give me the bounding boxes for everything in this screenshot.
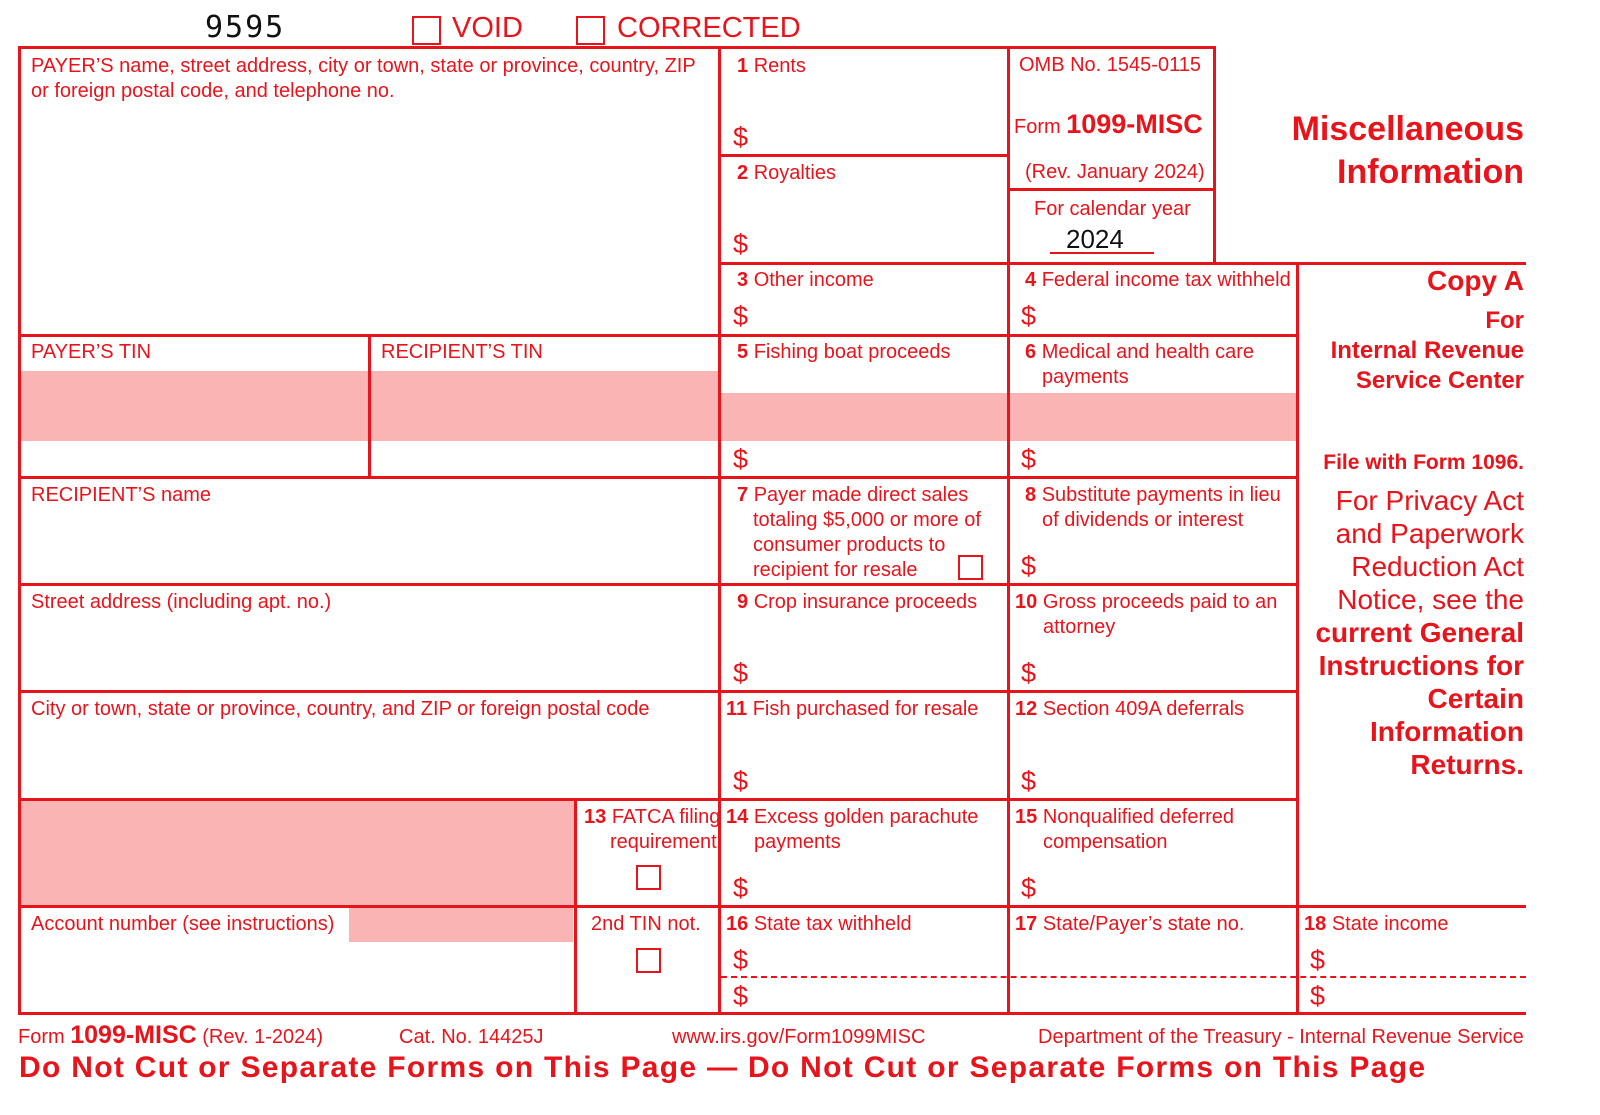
box3-label: 3 Other income <box>737 269 874 291</box>
box12-input[interactable] <box>1046 755 1292 795</box>
box4-label: 4 Federal income tax withheld <box>1025 269 1291 291</box>
void-checkbox[interactable] <box>412 16 441 45</box>
box15-dollar: $ <box>1021 873 1037 903</box>
footer-form-name: Form 1099-MISC (Rev. 1-2024) <box>18 1021 324 1049</box>
privacy-line-3: Reduction Act <box>1351 551 1524 582</box>
box16-dollar-1: $ <box>733 945 749 975</box>
box13-label-2: requirement <box>610 831 717 853</box>
copy-a-label: Copy A <box>1427 265 1524 296</box>
box8-input[interactable] <box>1046 540 1292 580</box>
privacy-line-2: and Paperwork <box>1335 518 1524 549</box>
fatca-shading <box>20 800 575 906</box>
box1-input[interactable] <box>758 110 1003 150</box>
box2-input[interactable] <box>758 217 1003 257</box>
box10-label: 10 Gross proceeds paid to an <box>1015 591 1278 613</box>
city-label: City or town, state or province, country, and ZIP or foreign postal code <box>31 698 650 720</box>
second-tin-checkbox[interactable] <box>636 948 661 973</box>
box15-label-2: compensation <box>1043 831 1168 853</box>
box8-label-2: of dividends or interest <box>1042 509 1244 531</box>
account-number-input[interactable] <box>22 944 572 1010</box>
payer-info-label-1: PAYER’S name, street address, city or town, state or province, country, ZIP <box>31 55 696 77</box>
box6-input[interactable] <box>1046 441 1292 474</box>
calendar-year-value[interactable]: 2024 <box>1066 224 1124 254</box>
street-address-input[interactable] <box>22 617 716 687</box>
box5-input[interactable] <box>758 441 1003 474</box>
sidebar-for: For <box>1485 307 1524 334</box>
omb-number: OMB No. 1545-0115 <box>1019 54 1201 76</box>
box11-input[interactable] <box>758 755 1003 795</box>
box7-label: 7 Payer made direct sales <box>737 484 969 506</box>
box14-dollar: $ <box>733 873 749 903</box>
box10-dollar: $ <box>1021 658 1037 688</box>
box9-label: 9 Crop insurance proceeds <box>737 591 978 613</box>
box6-label-2: payments <box>1042 366 1129 388</box>
box6-label: 6 Medical and health care <box>1025 341 1255 363</box>
box4-input[interactable] <box>1046 294 1292 332</box>
payer-info-label-2: or foreign postal code, and telephone no. <box>31 80 395 102</box>
box11-label: 11 Fish purchased for resale <box>726 698 979 720</box>
street-address-label: Street address (including apt. no.) <box>31 591 332 613</box>
second-tin-label: 2nd TIN not. <box>591 913 701 935</box>
privacy-line-8: Information <box>1370 716 1524 747</box>
box3-input[interactable] <box>758 294 1003 332</box>
box18-dollar-1: $ <box>1310 945 1326 975</box>
footer-warning: Do Not Cut or Separate Forms on This Page — Do Not Cut or Separate Forms on This Page <box>19 1051 1427 1084</box>
calendar-year-label: For calendar year <box>1034 198 1191 220</box>
box1-label: 1 Rents <box>737 55 806 77</box>
box16-input-1[interactable] <box>758 940 1003 974</box>
box1-dollar: $ <box>733 122 749 152</box>
payer-tin-input[interactable] <box>22 371 366 474</box>
recipient-tin-label: RECIPIENT’S TIN <box>381 341 543 363</box>
corrected-checkbox[interactable] <box>576 16 605 45</box>
box16-input-2[interactable] <box>758 979 1003 1011</box>
payer-info-field[interactable] <box>22 105 716 332</box>
privacy-line-7: Certain <box>1427 683 1524 714</box>
box16-dollar-2: $ <box>733 981 749 1011</box>
box17-label: 17 State/Payer’s state no. <box>1015 913 1245 935</box>
form-code: 9595 <box>205 10 286 45</box>
footer-cat-no: Cat. No. 14425J <box>399 1026 544 1048</box>
box5-label: 5 Fishing boat proceeds <box>737 341 951 363</box>
box14-label: 14 Excess golden parachute <box>726 806 979 828</box>
box2-label: 2 Royalties <box>737 162 836 184</box>
privacy-line-6: Instructions for <box>1318 650 1524 681</box>
account-shading <box>349 907 573 942</box>
payer-tin-label: PAYER’S TIN <box>31 341 152 363</box>
sidebar-file-with: File with Form 1096. <box>1323 451 1524 474</box>
sidebar-irs-2: Service Center <box>1355 367 1524 394</box>
box7-label-2: totaling $5,000 or more of <box>753 509 981 531</box>
recipient-tin-input[interactable] <box>372 371 716 474</box>
box18-input-1[interactable] <box>1334 940 1524 974</box>
box12-label: 12 Section 409A deferrals <box>1015 698 1245 720</box>
box4-dollar: $ <box>1021 301 1037 331</box>
box18-label: 18 State income <box>1304 913 1449 935</box>
box8-dollar: $ <box>1021 551 1037 581</box>
box15-input[interactable] <box>1046 862 1292 902</box>
box10-label-2: attorney <box>1043 616 1116 638</box>
corrected-label: CORRECTED <box>617 12 801 44</box>
form-name-label: Form 1099-MISC <box>1014 109 1203 139</box>
box5-dollar: $ <box>733 444 749 474</box>
privacy-line-4: Notice, see the <box>1337 584 1524 615</box>
box7-label-3: consumer products to <box>753 534 946 556</box>
box10-input[interactable] <box>1046 648 1292 688</box>
form-title-2: Information <box>1337 153 1524 191</box>
privacy-line-9: Returns. <box>1410 749 1524 780</box>
box18-input-2[interactable] <box>1334 979 1524 1011</box>
city-input[interactable] <box>22 724 716 794</box>
box15-label: 15 Nonqualified deferred <box>1015 806 1235 828</box>
recipient-name-label: RECIPIENT’S name <box>31 484 212 506</box>
footer-department: Department of the Treasury - Internal Revenue Service <box>1038 1026 1524 1048</box>
recipient-name-input[interactable] <box>22 510 716 580</box>
box18-dollar-2: $ <box>1310 981 1326 1011</box>
box9-input[interactable] <box>758 648 1003 688</box>
box12-dollar: $ <box>1021 766 1037 796</box>
box17-input-2[interactable] <box>1012 979 1294 1011</box>
box14-label-2: payments <box>754 831 841 853</box>
void-label: VOID <box>452 12 523 44</box>
sidebar-irs-1: Internal Revenue <box>1330 337 1524 364</box>
box9-dollar: $ <box>733 658 749 688</box>
box7-checkbox[interactable] <box>958 555 983 580</box>
account-number-label: Account number (see instructions) <box>31 913 335 935</box>
box16-label: 16 State tax withheld <box>726 913 912 935</box>
fatca-checkbox[interactable] <box>636 865 661 890</box>
box14-input[interactable] <box>758 862 1003 902</box>
box17-input-1[interactable] <box>1012 940 1294 974</box>
form-title-1: Miscellaneous <box>1291 110 1524 148</box>
form-revision: (Rev. January 2024) <box>1025 161 1205 183</box>
privacy-line-5: current General <box>1315 617 1524 648</box>
box2-dollar: $ <box>733 229 749 259</box>
box13-label: 13 FATCA filing <box>584 806 721 828</box>
box8-label: 8 Substitute payments in lieu <box>1025 484 1281 506</box>
privacy-line-1: For Privacy Act <box>1335 485 1524 516</box>
box6-dollar: $ <box>1021 444 1037 474</box>
box11-dollar: $ <box>733 766 749 796</box>
box3-dollar: $ <box>733 301 749 331</box>
box7-label-4: recipient for resale <box>753 559 918 581</box>
footer-url[interactable]: www.irs.gov/Form1099MISC <box>672 1026 926 1048</box>
